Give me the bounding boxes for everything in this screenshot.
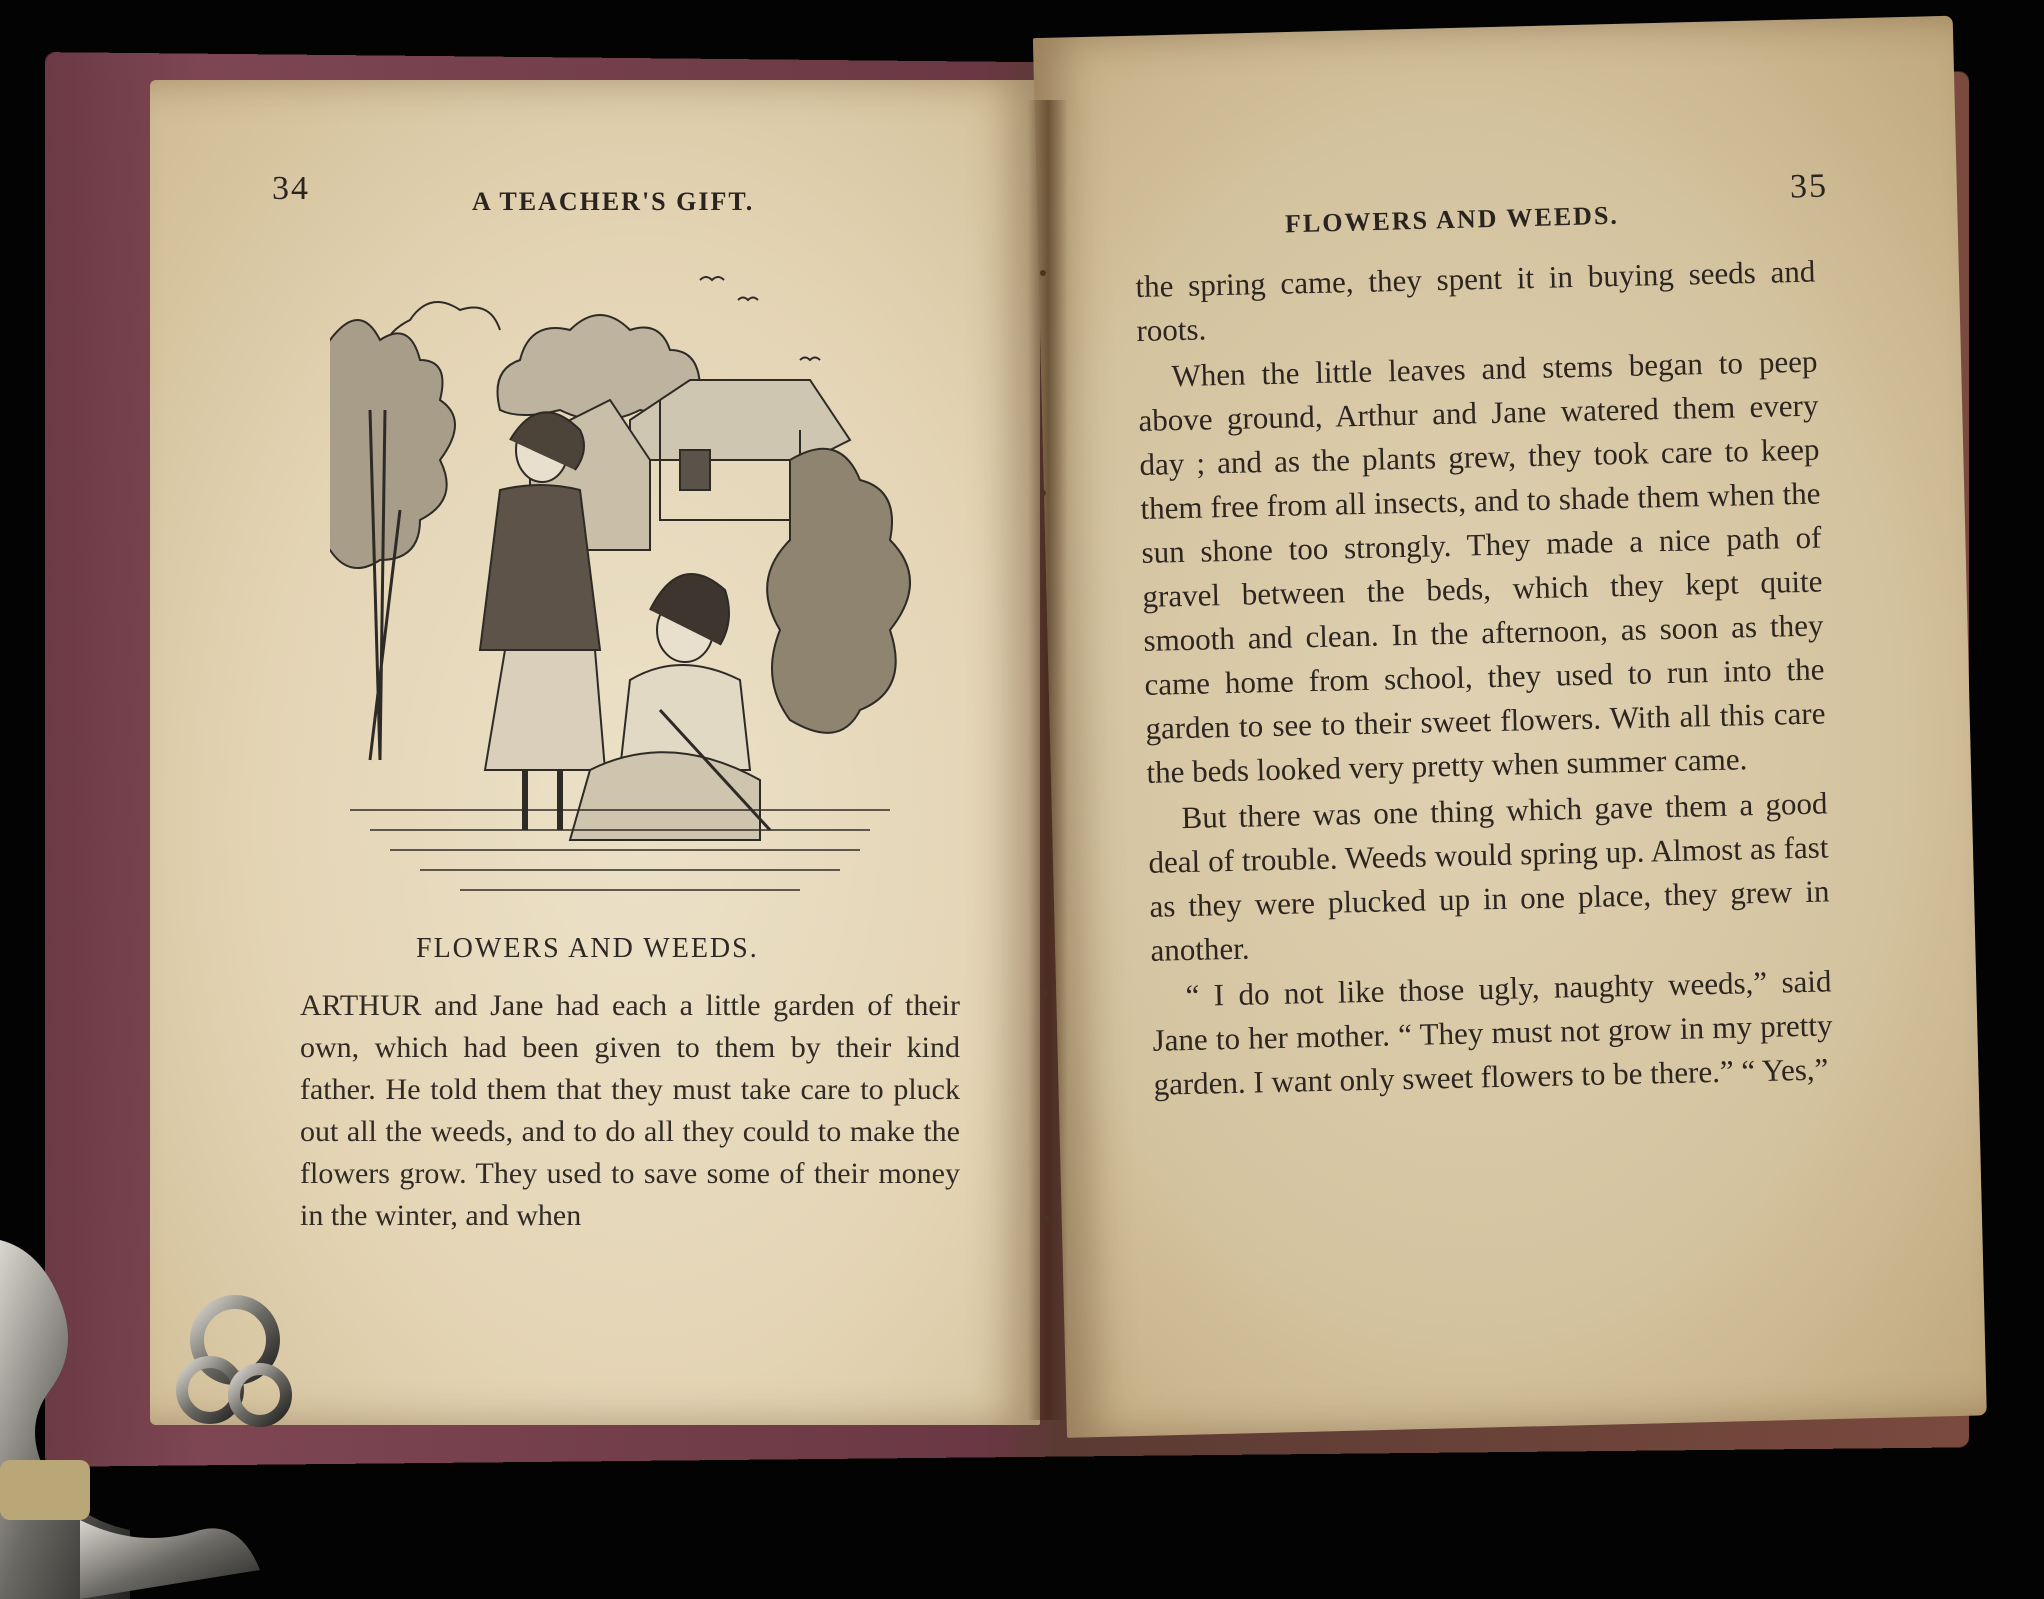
left-running-head: A TEACHER'S GIFT. xyxy=(472,187,755,216)
right-page-number: 35 xyxy=(1789,167,1829,206)
left-page-number: 34 xyxy=(272,170,310,207)
metal-book-clasp xyxy=(0,1220,320,1599)
paragraph: the spring came, they spent it in buying seeds and roots. xyxy=(1135,253,1816,348)
binding-stitch xyxy=(1042,990,1048,996)
chapter-title: FLOWERS AND WEEDS. xyxy=(416,933,759,964)
left-page-body-text: ARTHUR and Jane had each a little garden of their own, which had been given to them by their kind father. He told them that they must take care to pluck out all the weeds, and to do all they could to make the flowers grow. They used to save some of their money in the winter, and when xyxy=(300,989,960,1232)
book-gutter xyxy=(1028,100,1068,1420)
paragraph: But there was one thing which gave them a good deal of trouble. Weeds would spring up. Almost as fast as they were plucked up in one place, they grew in another. xyxy=(1148,785,1830,968)
paragraph: “ I do not like those ugly, naughty weeds,” said Jane to her mother. “ They must not grow in my pretty garden. I want only sweet flowers to be there.” “ Yes,” xyxy=(1152,963,1833,1102)
right-running-head: FLOWERS AND WEEDS. xyxy=(1284,200,1620,239)
right-page-body-text xyxy=(1135,250,1834,1109)
binding-stitch xyxy=(1040,270,1046,276)
paragraph: When the little leaves and stems began to peep above ground, Arthur and Jane watered them every day ; and as the plants grew, they took care to keep them free from all insects, and to shade them when the sun shone too strongly. They made a nice path of gravel between the beds, which they kept quite smooth and clean. In the afternoon, as soon as they came home from school, they used to run into the garden to see to their sweet flowers. With all this care the beds looked very pretty when summer came. xyxy=(1138,343,1826,790)
binding-stitch xyxy=(1040,490,1046,496)
engraving-illustration xyxy=(330,250,920,910)
binding-stitch xyxy=(1043,1215,1049,1221)
